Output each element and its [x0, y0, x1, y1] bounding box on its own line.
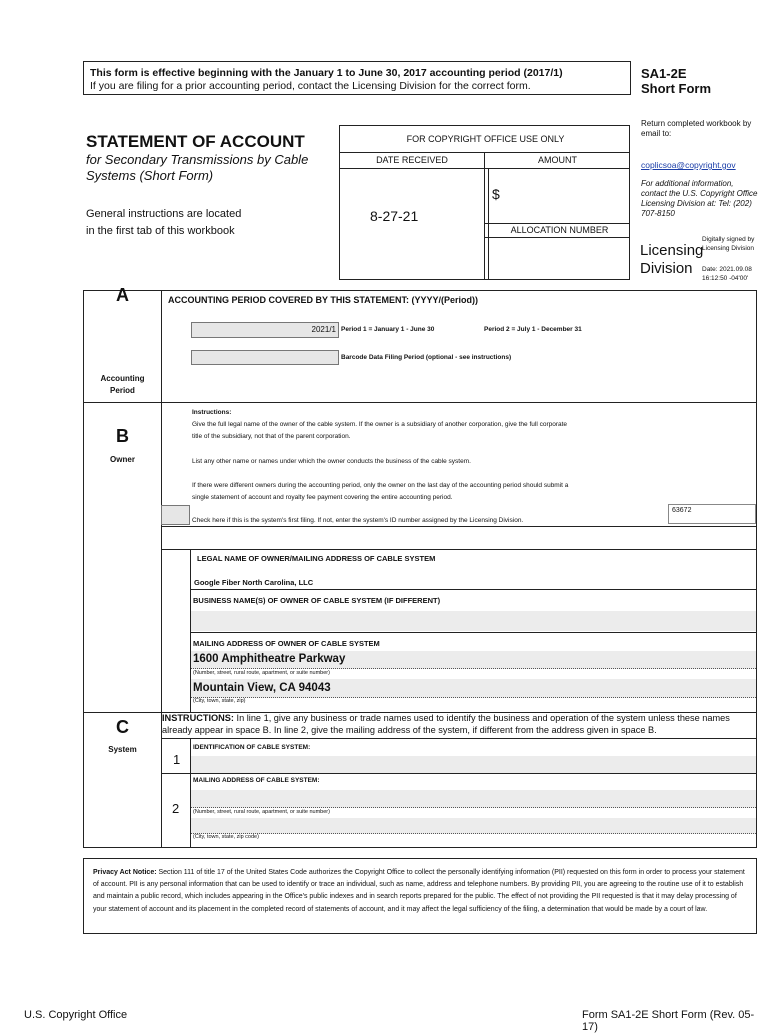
- allocation-number-label: ALLOCATION NUMBER: [510, 225, 609, 235]
- return-email-link[interactable]: coplicsoa@copyright.gov: [641, 160, 736, 170]
- section-c-label: System: [108, 745, 137, 754]
- legal-name-field[interactable]: [191, 573, 756, 589]
- section-b-instr-title: Instructions:: [192, 409, 232, 416]
- system-id-input[interactable]: 63672: [668, 504, 756, 524]
- amount-label: AMOUNT: [538, 155, 577, 165]
- form-id: [641, 66, 711, 96]
- signature-name-line-2: Division: [640, 260, 693, 277]
- form-code: SA1-2E: [641, 66, 687, 81]
- section-c-letter: C: [116, 717, 129, 737]
- system-mailing-label: MAILING ADDRESS OF CABLE SYSTEM:: [193, 777, 320, 784]
- privacy-text: Section 111 of title 17 of the United States Code authorizes the Copyright Office to collect the personally identifying information (PII) requested on this form in order to process your statement of account. PII is any personal information that can be used to identify or trace an individual, such as name, address and telephone numbers. By providing PII, you are agreeing to the routine use of it to establish and maintain a public record, which includes appearing in the Office's public indexes and in search reports prepared for the public. The effect of not providing the PII requested is that it may delay processing of your statement of account and its placement in the completed record of statements of account, and it may affect the legal sufficiency of the filing, a determination that would be made by a court of law.: [93, 869, 745, 913]
- date-received-label: DATE RECEIVED: [376, 155, 448, 165]
- owner-city-field[interactable]: [191, 679, 756, 698]
- system-city-field[interactable]: [191, 818, 756, 834]
- date-received-value[interactable]: 8-27-21: [370, 208, 419, 224]
- form-main: [83, 285, 757, 848]
- system-city-hint: (City, town, state, zip code): [193, 834, 259, 840]
- page-title: STATEMENT OF ACCOUNT: [86, 132, 305, 151]
- barcode-label: Barcode Data Filing Period (optional - see instructions): [341, 354, 512, 361]
- period-value: 2021/1: [311, 325, 336, 334]
- footer-right: Form SA1-2E Short Form (Rev. 05-17): [582, 1009, 755, 1033]
- business-name-label: BUSINESS NAME(S) OF OWNER OF CABLE SYSTEM (IF DIFFERENT): [193, 596, 441, 605]
- system-street-hint: (Number, street, rural route, apartment, or suite number): [193, 809, 330, 815]
- system-identification-field[interactable]: [191, 756, 756, 773]
- section-a-label-line-2: Period: [110, 386, 135, 395]
- effective-period-notice: [83, 61, 631, 95]
- general-instructions-line-1: General instructions are located: [86, 208, 242, 220]
- first-filing-checkbox[interactable]: [161, 505, 190, 525]
- office-use-box: [339, 125, 630, 280]
- section-a-label-line-1: Accounting: [100, 374, 145, 383]
- signature-digitally-signed: Digitally signed by Licensing Division: [702, 236, 755, 252]
- section-b-label: Owner: [110, 455, 135, 464]
- signature-name-line-1: Licensing: [640, 242, 704, 259]
- additional-info: For additional information, contact the U.S. Copyright Office Licensing Division at: Tel: (202) 707-8150: [641, 179, 758, 218]
- system-street-field[interactable]: [191, 790, 756, 808]
- return-text: Return completed workbook by email to:: [641, 119, 752, 138]
- legal-name-label: LEGAL NAME OF OWNER/MAILING ADDRESS OF CABLE SYSTEM: [197, 554, 436, 563]
- return-info: [641, 119, 761, 219]
- general-instructions: [86, 206, 241, 240]
- section-b-instr-1: Give the full legal name of the owner of the cable system. If the owner is a subsidiary of another corporation, give the full corporate: [192, 421, 568, 428]
- period-1-help: Period 1 = January 1 - June 30: [341, 326, 435, 333]
- section-c-instructions: [162, 712, 752, 736]
- section-a-label: [84, 373, 161, 397]
- section-b-instr-3: If there were different owners during the accounting period, only the owner on the last day of the accounting period should submit a: [192, 482, 569, 489]
- business-name-field[interactable]: [191, 611, 756, 631]
- section-b-letter: B: [116, 426, 129, 446]
- general-instructions-line-2: in the first tab of this workbook: [86, 225, 235, 237]
- owner-street-hint: (Number, street, rural route, apartment, or suite number): [193, 670, 330, 676]
- office-use-heading: FOR COPYRIGHT OFFICE USE ONLY: [406, 134, 565, 144]
- barcode-period-input[interactable]: [191, 350, 339, 365]
- period-input[interactable]: [191, 322, 339, 338]
- section-c-instr-bold: INSTRUCTIONS:: [162, 713, 234, 723]
- period-2-help: Period 2 = July 1 - December 31: [484, 326, 582, 333]
- amount-value[interactable]: $: [492, 186, 500, 202]
- section-c-instr-text: In line 1, give any business or trade names used to identify the business and operation of the system unless these names already appear in space B. In line 2, give the mailing address of the system, if different from the address given in space B.: [162, 713, 730, 735]
- section-b-instr-3b: single statement of account and royalty fee payment covering the entire accounting period.: [192, 494, 453, 501]
- first-filing-text: Check here if this is the system's first filing. If not, enter the system's ID number assigned by the Licensing Division.: [192, 517, 524, 524]
- legal-name-value: Google Fiber North Carolina, LLC: [194, 578, 314, 587]
- privacy-act-notice: [83, 858, 757, 934]
- privacy-bold: Privacy Act Notice:: [93, 869, 157, 876]
- footer-left: U.S. Copyright Office: [24, 1009, 128, 1021]
- system-line-2-number: 2: [172, 801, 180, 816]
- owner-street-field[interactable]: [191, 651, 756, 669]
- form-name: Short Form: [641, 81, 712, 96]
- section-b-instr-2: List any other name or names under which the owner conducts the business of the cable system.: [192, 458, 471, 465]
- mailing-address-label: MAILING ADDRESS OF OWNER OF CABLE SYSTEM: [193, 639, 380, 648]
- owner-city-value: Mountain View, CA 94043: [193, 682, 331, 694]
- notice-line-2: If you are filing for a prior accounting period, contact the Licensing Division for the correct form.: [90, 80, 531, 92]
- system-id-label: IDENTIFICATION OF CABLE SYSTEM:: [193, 744, 311, 751]
- section-a-heading: ACCOUNTING PERIOD COVERED BY THIS STATEMENT: (YYYY/(Period)): [168, 295, 479, 305]
- owner-street-value: 1600 Amphitheatre Parkway: [193, 653, 346, 665]
- section-a-letter: A: [116, 285, 129, 305]
- notice-line-1: This form is effective beginning with the January 1 to June 30, 2017 accounting period (2017/1): [90, 67, 563, 79]
- signature-date: Date: 2021.09.08 16:12:50 -04'00': [702, 266, 752, 282]
- section-b-instr-1b: title of the subsidiary, not that of the parent corporation.: [192, 433, 351, 440]
- owner-city-hint: (City, town, state, zip): [193, 698, 246, 704]
- page-subtitle: for Secondary Transmissions by Cable Systems (Short Form): [86, 152, 309, 183]
- system-line-1-number: 1: [173, 752, 181, 767]
